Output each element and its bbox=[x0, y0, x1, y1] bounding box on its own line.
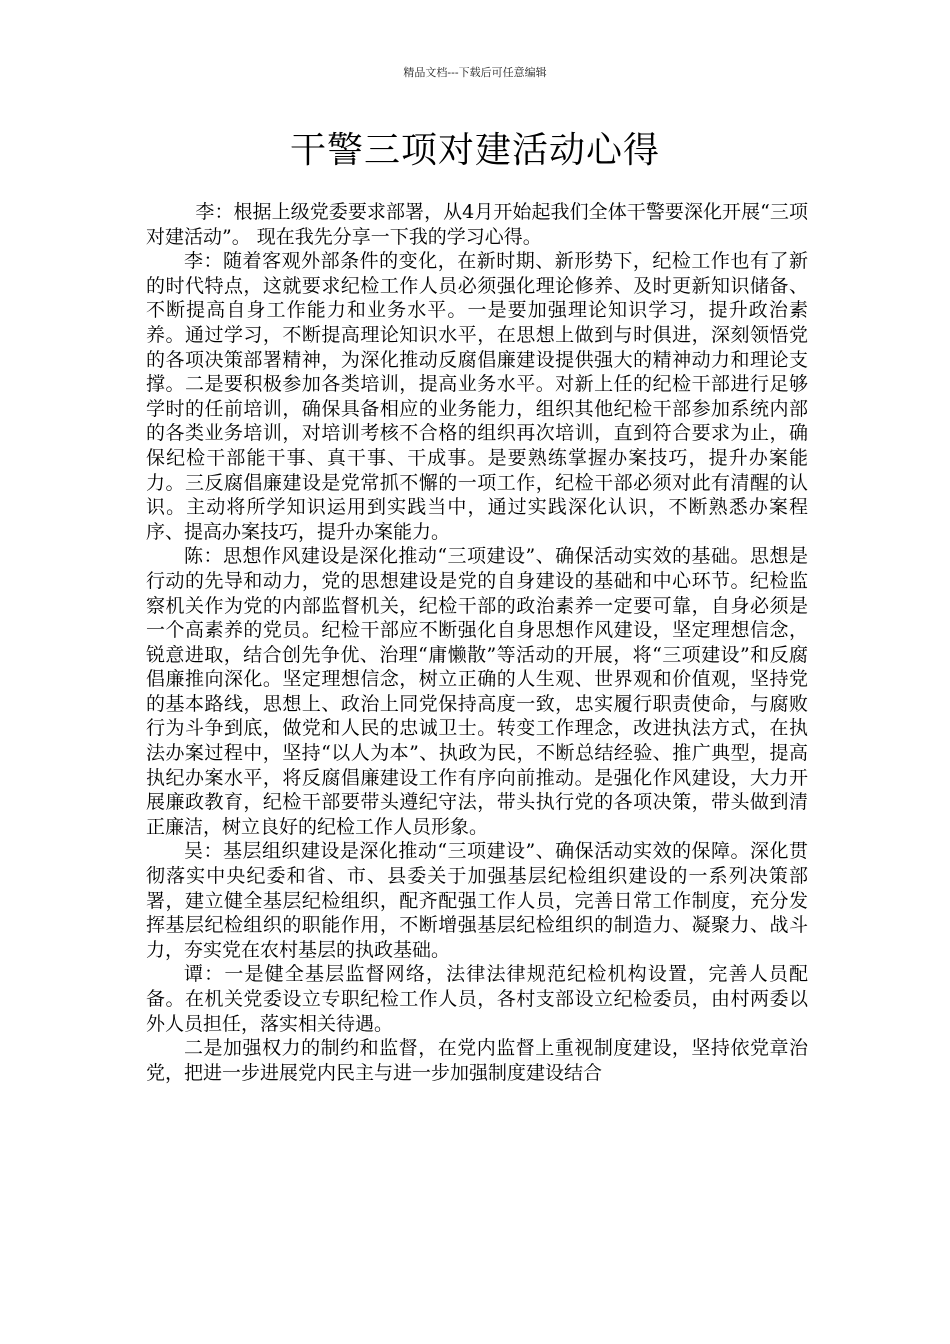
paragraph-2: 李：随着客观外部条件的变化，在新时期、新形势下，纪检工作也有了新的时代特点，这就要求纪检工作人员必须强化理论修养、及时更新知识储备、不断提高自身工作能力和业务水平。一是要加强理论知识学习，提升政治素养。通过学习，不断提高理论知识水平，在思想上做到与时俱进，深刻领悟党的各项决策部署精神，为深化推动反腐倡廉建设提供强大的精神动力和理论支撑。二是要积极参加各类培训，提高业务水平。对新上任的纪检干部进行足够学时的任前培训，确保具备相应的业务能力，组织其他纪检干部参加系统内部的各类业务培训，对培训考核不合格的组织再次培训，直到符合要求为止，确保纪检干部能干事、真干事、干成事。是要熟练掌握办案技巧，提升办案能力。三反腐倡廉建设是党常抓不懈的一项工作，纪检干部必须对此有清醒的认识。主动将所学知识运用到实践当中，通过实践深化认识，不断熟悉办案程序、提高办案技巧，提升办案能力。 bbox=[146, 250, 808, 543]
paragraph-4: 吴：基层组织建设是深化推动“三项建设”、确保活动实效的保障。深化贯彻落实中央纪委和省、市、县委关于加强基层纪检组织建设的一系列决策部署，建立健全基层纪检组织，配齐配强工作人员，完善日常工作制度，充分发挥基层纪检组织的职能作用，不断增强基层纪检组织的制造力、凝聚力、战斗力，夯实党在农村基层的执政基础。 bbox=[146, 840, 808, 961]
paragraph-6: 二是加强权力的制约和监督，在党内监督上重视制度建设，坚持依党章治党，把进一步进展党内民主与进一步加强制度建设结合 bbox=[146, 1037, 808, 1084]
paragraph-1: 李：根据上级党委要求部署，从4月开始起我们全体干警要深化开展“三项对建活动”。 现在我先分享一下我的学习心得。 bbox=[146, 201, 808, 248]
paragraph-5: 谭：一是健全基层监督网络，法律法律规范纪检机构设置，完善人员配备。在机关党委设立专职纪检工作人员，各村支部设立纪检委员，由村两委以外人员担任，落实相关待遇。 bbox=[146, 963, 808, 1035]
document-title: 干警三项对建活动心得 bbox=[289, 130, 660, 171]
document-body bbox=[146, 200, 808, 1085]
header-note: 精品文档---下载后可任意编辑 bbox=[403, 66, 547, 79]
paragraph-3: 陈：思想作风建设是深化推动“三项建设”、确保活动实效的基础。思想是行动的先导和动力，党的思想建设是党的自身建设的基础和中心环节。纪检监察机关作为党的内部监督机关，纪检干部的政治素养一定要可靠，自身必须是一个高素养的党员。纪检干部应不断强化自身思想作风建设，坚定理想信念，锐意进取，结合创先争优、治理“庸懒散”等活动的开展，将“三项建设”和反腐倡廉推向深化。坚定理想信念，树立正确的人生观、世界观和价值观，坚持党的基本路线，思想上、政治上同党保持高度一致，忠实履行职责使命，与腐败行为斗争到底，做党和人民的忠诚卫士。转变工作理念，改进执法方式，在执法办案过程中，坚持“以人为本”、执政为民，不断总结经验、推广典型，提高执纪办案水平，将反腐倡廉建设工作有序向前推动。是强化作风建设，大力开展廉政教育，纪检干部要带头遵纪守法，带头执行党的各项决策，带头做到清正廉洁，树立良好的纪检工作人员形象。 bbox=[146, 545, 808, 838]
